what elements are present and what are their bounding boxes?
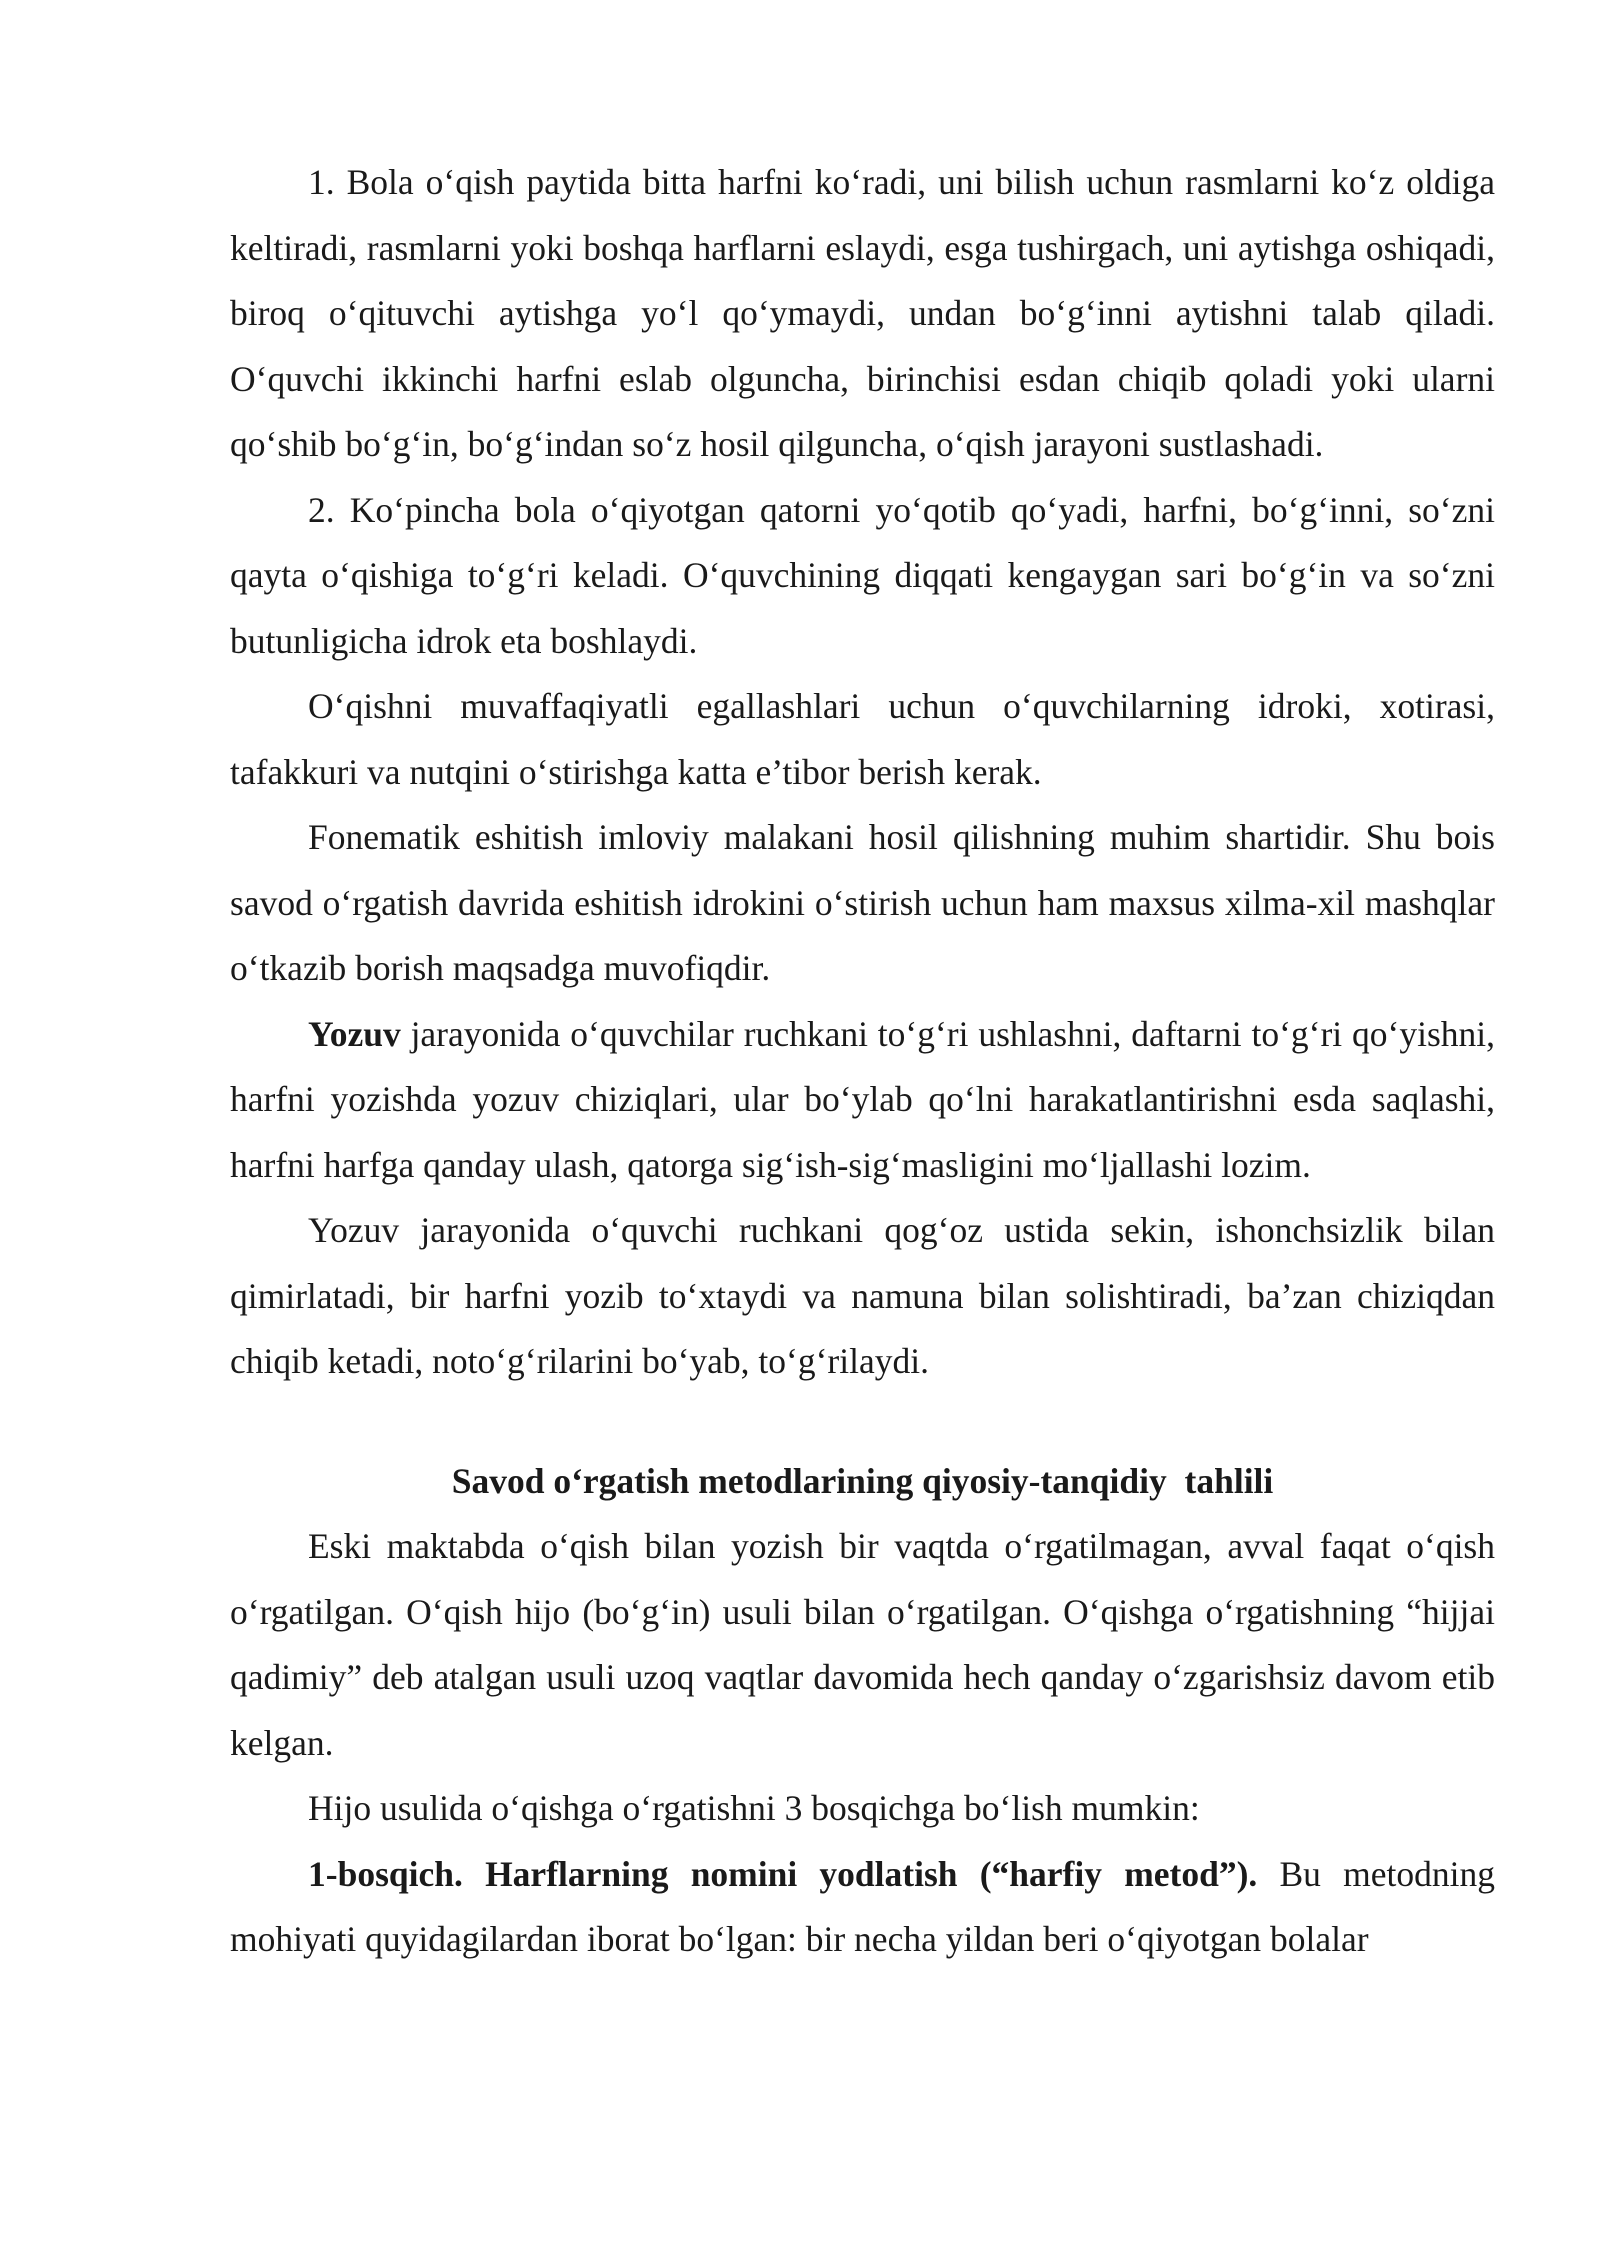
paragraph-4: Fonematik eshitish imloviy malakani hosil qilishning muhim shartidir. Shu bois savod o‘rgatish davrida eshitish idrokini o‘stirish uchun ham maxsus xilma-xil mashqlar o‘tkazib borish maqsadga muvofiqdir. <box>230 817 1495 988</box>
paragraph-7: Eski maktabda o‘qish bilan yozish bir vaqtda o‘rgatilmagan, avval faqat o‘qish o‘rgatilgan. O‘qish hijo (bo‘g‘in) usuli bilan o‘rgatilgan. O‘qishga o‘rgatishning “hijjai qadimiy” deb atalgan usuli uzoq vaqtlar davomida hech qanday o‘zgarishsiz davom etib kelgan. <box>230 1526 1495 1763</box>
paragraph-5 <box>230 1002 1495 1199</box>
paragraph-3: O‘qishni muvaffaqiyatli egallashlari uchun o‘quvchilarning idroki, xotirasi, tafakkuri va nutqini o‘stirishga katta e’tibor berish kerak. <box>230 686 1495 792</box>
paragraph-9-bold-lead: 1-bosqich. Harflarning nomini yodlatish (“harfiy metod”). <box>308 1853 1258 1894</box>
paragraph-5-text: jarayonida o‘quvchilar ruchkani to‘g‘ri ushlashni, daftarni to‘g‘ri qo‘yishni, harfni yozishda yozuv chiziqlari, ular bo‘ylab qo‘lni harakatlantirishni esda saqlashi, harfni harfga qanday ulash, qatorga sig‘ish-sig‘masligini mo‘ljallashi lozim. <box>230 1013 1495 1185</box>
paragraph-5-bold-term: Yozuv <box>308 1013 401 1054</box>
paragraph-1: 1. Bola o‘qish paytida bitta harfni ko‘radi, uni bilish uchun rasmlarni ko‘z oldiga keltiradi, rasmlarni yoki boshqa harflarni eslaydi, esga tushirgach, uni aytishga oshiqadi, biroq o‘qituvchi aytishga yo‘l qo‘ymaydi, undan bo‘g‘inni aytishni talab qiladi. O‘quvchi ikkinchi harfni eslab olguncha, birinchisi esdan chiqib qoladi yoki ularni qo‘shib bo‘g‘in, bo‘g‘indan so‘z hosil qilguncha, o‘qish jarayoni sustlashadi. <box>230 162 1495 464</box>
paragraph-9-text: Bu metodning mohiyati quyidagilardan iborat bo‘lgan: bir necha yildan beri o‘qiyotgan bolalar <box>230 1853 1495 1959</box>
document-page <box>230 150 1495 1973</box>
paragraph-6: Yozuv jarayonida o‘quvchi ruchkani qog‘oz ustida sekin, ishonchsizlik bilan qimirlatadi, bir harfni yozib to‘xtaydi va namuna bilan solishtiradi, ba’zan chiziqdan chiqib ketadi, noto‘g‘rilarini bo‘yab, to‘g‘rilaydi. <box>230 1210 1495 1381</box>
section-heading: Savod o‘rgatish metodlarining qiyosiy-tanqidiy tahlili <box>451 1460 1274 1501</box>
paragraph-2: 2. Ko‘pincha bola o‘qiyotgan qatorni yo‘qotib qo‘yadi, harfni, bo‘g‘inni, so‘zni qayta o‘qishiga to‘g‘ri keladi. O‘quvchining diqqati kengaygan sari bo‘g‘in va so‘zni butunligicha idrok eta boshlaydi. <box>230 489 1495 661</box>
paragraph-8: Hijo usulida o‘qishga o‘rgatishni 3 bosqichga bo‘lish mumkin: <box>308 1788 1200 1828</box>
paragraph-9 <box>230 1842 1495 1973</box>
